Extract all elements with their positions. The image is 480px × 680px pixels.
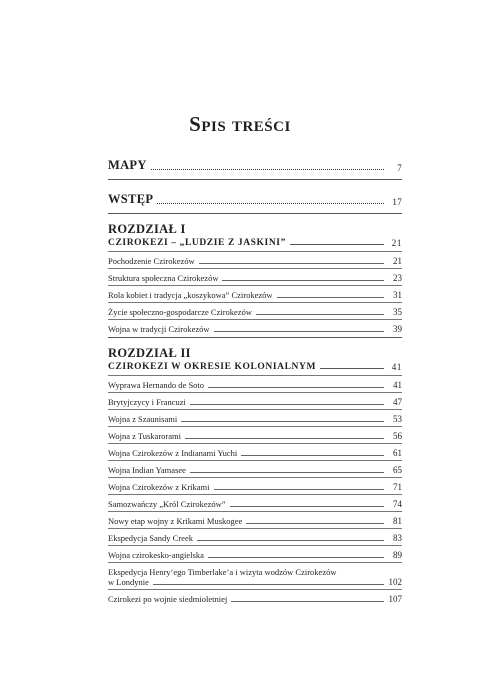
chapter-subtitle-row[interactable] <box>108 238 402 248</box>
rule-leader <box>199 263 384 264</box>
page-number: 21 <box>393 256 402 266</box>
rule-leader <box>256 314 384 315</box>
toc-entry[interactable] <box>108 414 402 424</box>
entry-label: Samozwańczy „Król Czirokezów” <box>108 499 226 509</box>
chapter-title: ROZDZIAŁ I <box>108 222 186 236</box>
rule-leader <box>246 523 384 524</box>
toc-section-maps[interactable] <box>108 158 402 173</box>
entry-label: Życie społeczno-gospodarcze Czirokezów <box>108 307 252 317</box>
rule-leader <box>320 368 384 369</box>
rule-leader <box>208 387 384 388</box>
entry-label: Ekspedycja Sandy Creek <box>108 533 193 543</box>
divider <box>108 409 402 410</box>
page-number: 89 <box>393 550 402 560</box>
page-number: 31 <box>393 290 402 300</box>
toc-entry-multiline[interactable] <box>108 567 402 587</box>
divider <box>108 392 402 393</box>
page-number: 61 <box>393 448 402 458</box>
toc-entry[interactable] <box>108 307 402 317</box>
page-number: 83 <box>393 533 402 543</box>
toc-entry[interactable] <box>108 256 402 266</box>
toc-entry[interactable] <box>108 380 402 390</box>
page-number: 39 <box>393 324 402 334</box>
toc-entry[interactable] <box>108 290 402 300</box>
divider <box>108 319 402 320</box>
entry-label: Wojna Indian Yamasee <box>108 465 186 475</box>
toc-entry[interactable] <box>108 448 402 458</box>
page-number: 81 <box>393 516 402 526</box>
divider <box>108 251 402 252</box>
entry-label: Struktura społeczna Czirokezów <box>108 273 219 283</box>
page-number: 23 <box>393 273 402 283</box>
page-number: 53 <box>393 414 402 424</box>
entry-label: Wojna czirokesko-angielska <box>108 550 204 560</box>
chapter-title: ROZDZIAŁ II <box>108 346 191 360</box>
divider <box>108 268 402 269</box>
toc-entry[interactable] <box>108 499 402 509</box>
dot-leader <box>157 203 384 204</box>
rule-leader <box>277 297 384 298</box>
rule-leader <box>190 472 384 473</box>
page-number: 41 <box>391 362 402 372</box>
entry-label: Rola kobiet i tradycja „koszykowa” Czirokezów <box>108 290 273 300</box>
divider <box>108 528 402 529</box>
toc-entry[interactable] <box>108 465 402 475</box>
chapter-subtitle: CZIROKEZI – „LUDZIE Z JASKINI” <box>108 238 286 248</box>
entry-label: Brytyjczycy i Francuzi <box>108 397 186 407</box>
divider <box>108 460 402 461</box>
toc-entry[interactable] <box>108 550 402 560</box>
rule-leader <box>241 455 384 456</box>
toc-entry[interactable] <box>108 431 402 441</box>
entry-label: Wojna Czirokezów z Indianami Yuchi <box>108 448 238 458</box>
entry-label: Nowy etap wojny z Krikami Muskogee <box>108 516 243 526</box>
toc-entry[interactable] <box>108 273 402 283</box>
page-number: 17 <box>392 197 402 207</box>
rule-leader <box>208 557 384 558</box>
page-number: 74 <box>393 499 402 509</box>
divider <box>108 443 402 444</box>
toc-entry[interactable] <box>108 594 402 604</box>
entry-label: Pochodzenie Czirokezów <box>108 256 195 266</box>
entry-label: Wojna z Szaunisami <box>108 414 178 424</box>
entry-label-line1: Ekspedycja Henry’ego Timberlake’a i wizyta wodzów Czirokezów <box>108 567 337 577</box>
entry-label: Wyprawa Hernando de Soto <box>108 380 205 390</box>
entry-label: Wojna Czirokezów z Krikami <box>108 482 210 492</box>
divider <box>108 589 402 590</box>
page-number: 107 <box>388 594 402 604</box>
page-number: 41 <box>393 380 402 390</box>
toc-entry[interactable] <box>108 482 402 492</box>
page-number: 7 <box>397 163 402 173</box>
rule-leader <box>231 601 384 602</box>
rule-leader <box>214 331 384 332</box>
page-title: Spis treści <box>189 112 291 136</box>
divider <box>108 562 402 563</box>
toc-section-intro[interactable] <box>108 192 402 207</box>
table-of-contents <box>108 158 402 604</box>
page-number: 47 <box>393 397 402 407</box>
rule-leader <box>190 404 384 405</box>
chapter-subtitle-row[interactable] <box>108 362 402 372</box>
rule-leader <box>222 280 384 281</box>
rule-leader <box>290 244 384 245</box>
chapter-2 <box>108 346 402 604</box>
divider <box>108 337 402 338</box>
chapter-subtitle: CZIROKEZI W OKRESIE KOLONIALNYM <box>108 362 317 372</box>
entry-label: Wojna z Tuskarorami <box>108 431 181 441</box>
entry-label: Wojna w tradycji Czirokezów <box>108 324 210 334</box>
entry-label-line2: w Londynie <box>108 577 149 587</box>
toc-entry[interactable] <box>108 324 402 334</box>
rule-leader <box>185 438 384 439</box>
entry-label: Czirokezi po wojnie siedmioletniej <box>108 594 228 604</box>
divider <box>108 302 402 303</box>
toc-entry[interactable] <box>108 397 402 407</box>
rule-leader <box>197 540 384 541</box>
divider <box>108 426 402 427</box>
page-number: 71 <box>393 482 402 492</box>
chapter-1 <box>108 222 402 338</box>
page-number: 56 <box>393 431 402 441</box>
divider <box>108 545 402 546</box>
page-number: 102 <box>388 577 402 587</box>
rule-leader <box>181 421 384 422</box>
divider <box>108 477 402 478</box>
page-number: 21 <box>391 238 402 248</box>
divider <box>108 213 402 214</box>
page-number: 35 <box>393 307 402 317</box>
rule-leader <box>153 584 384 585</box>
page-number: 65 <box>393 465 402 475</box>
divider <box>108 511 402 512</box>
divider <box>108 285 402 286</box>
rule-leader <box>230 506 384 507</box>
toc-section-label: WSTĘP <box>108 192 154 206</box>
divider <box>108 494 402 495</box>
toc-section-label: MAPY <box>108 158 147 172</box>
dot-leader <box>151 169 384 170</box>
toc-entry[interactable] <box>108 516 402 526</box>
toc-entry[interactable] <box>108 533 402 543</box>
divider <box>108 179 402 180</box>
divider <box>108 375 402 376</box>
rule-leader <box>214 489 384 490</box>
